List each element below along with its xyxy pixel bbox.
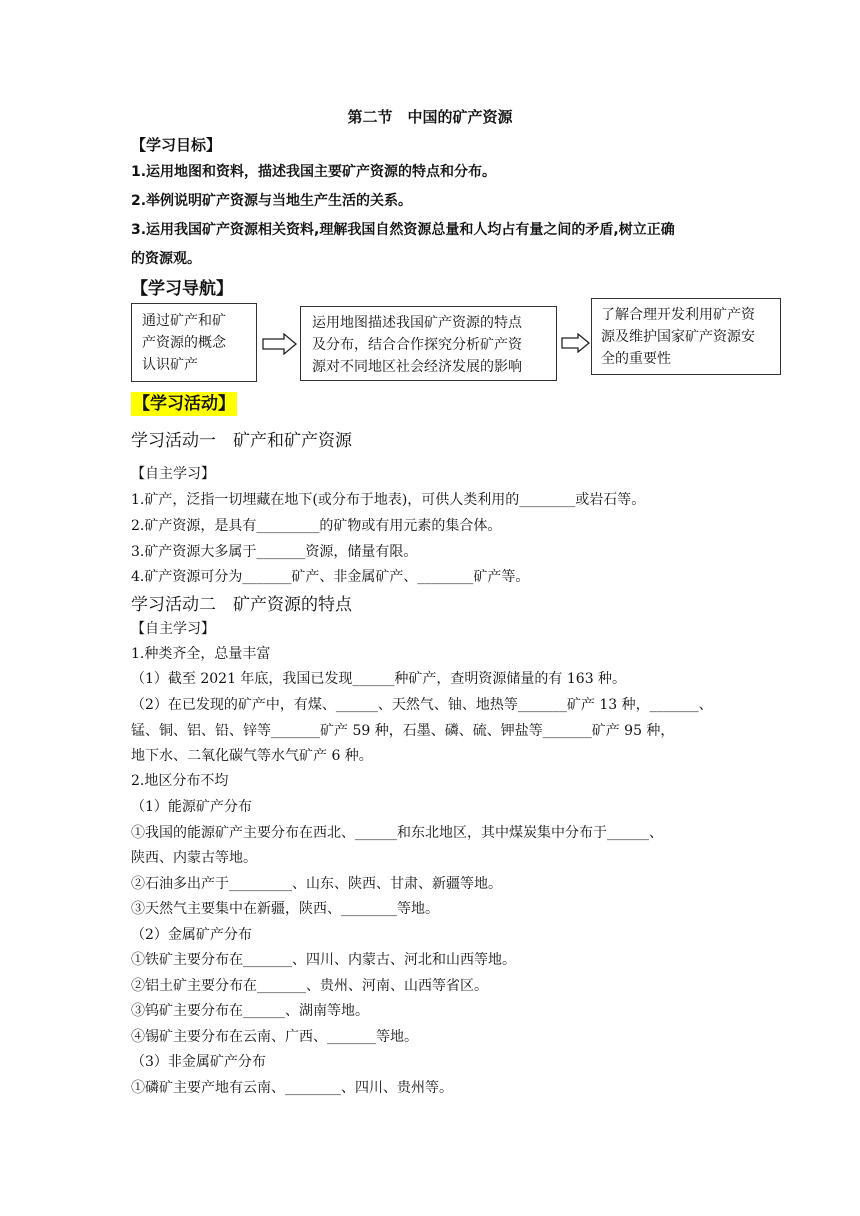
act2-line: （1）能源矿产分布 bbox=[131, 799, 252, 815]
act2-line: ①我国的能源矿产主要分布在西北、______和东北地区，其中煤炭集中分布于______、 bbox=[131, 825, 663, 841]
act2-line: ①磷矿主要产地有云南、________、四川、贵州等。 bbox=[131, 1080, 453, 1096]
nav-box-line: 运用地图描述我国矿产资源的特点 bbox=[312, 315, 522, 331]
nav-box-line: 认识矿产 bbox=[142, 357, 198, 373]
nav-box-line: 了解合理开发利用矿产资 bbox=[601, 307, 755, 323]
arrow-right-icon bbox=[262, 333, 298, 355]
act2-line: ③天然气主要集中在新疆，陕西、________等地。 bbox=[131, 901, 439, 917]
act1-line: 1.矿产，泛指一切埋藏在地下(或分布于地表)，可供人类利用的________或岩石等。 bbox=[131, 492, 646, 508]
act2-line: ④锡矿主要分布在云南、广西、_______等地。 bbox=[131, 1029, 418, 1045]
act1-line: 4.矿产资源可分为_______矿产、非金属矿产、________矿产等。 bbox=[131, 569, 530, 585]
act2-line: （3）非金属矿产分布 bbox=[131, 1054, 266, 1070]
goal-item: 3.运用我国矿产资源相关资料,理解我国自然资源总量和人均占有量之间的矛盾,树立正确 bbox=[131, 222, 675, 238]
act2-line: （2）金属矿产分布 bbox=[131, 927, 252, 943]
act2-line: 1.种类齐全，总量丰富 bbox=[131, 646, 271, 662]
act2-line: ②铝土矿主要分布在_______、贵州、河南、山西等省区。 bbox=[131, 978, 488, 994]
page-title: 第二节 中国的矿产资源 bbox=[347, 108, 513, 126]
nav-box-line: 及分布，结合合作探究分析矿产资 bbox=[312, 337, 522, 353]
nav-heading: 【学习导航】 bbox=[131, 279, 233, 299]
act2-line: 锰、铜、铝、铅、锌等_______矿产 59 种，石墨、磷、硫、钾盐等_______矿产 95 种， bbox=[131, 723, 675, 739]
nav-box-1 bbox=[131, 303, 257, 382]
act1-line: 2.矿产资源，是具有_________的矿物或有用元素的集合体。 bbox=[131, 518, 502, 534]
act2-title: 学习活动二 矿产资源的特点 bbox=[131, 595, 352, 615]
goal-item: 1.运用地图和资料，描述我国主要矿产资源的特点和分布。 bbox=[131, 164, 497, 180]
nav-box-line: 源及维护国家矿产资源安 bbox=[601, 329, 755, 345]
nav-box-2 bbox=[300, 306, 557, 381]
act2-line: （2）在已发现的矿产中，有煤、______、天然气、铀、地热等_______矿产 13 种，_______、 bbox=[131, 697, 713, 713]
goals-heading: 【学习目标】 bbox=[131, 136, 222, 154]
act1-line: 3.矿产资源大多属于_______资源，储量有限。 bbox=[131, 544, 418, 560]
nav-box-line: 通过矿产和矿 bbox=[142, 313, 226, 329]
act2-line: （1）截至 2021 年底，我国已发现______种矿产，查明资源储量的有 163 种。 bbox=[131, 671, 627, 687]
activity-heading-text: 【学习活动】 bbox=[133, 394, 235, 414]
act2-line: 陕西、内蒙古等地。 bbox=[131, 850, 257, 866]
goal-item: 的资源观。 bbox=[131, 251, 201, 267]
nav-box-line: 产资源的概念 bbox=[142, 335, 226, 351]
act1-title: 学习活动一 矿产和矿产资源 bbox=[131, 431, 352, 451]
goal-item: 2.举例说明矿产资源与当地生产生活的关系。 bbox=[131, 193, 413, 209]
activity-heading bbox=[131, 389, 237, 414]
act2-line: ①铁矿主要分布在_______、四川、内蒙古、河北和山西等地。 bbox=[131, 952, 516, 968]
act2-line: ③钨矿主要分布在______、湖南等地。 bbox=[131, 1003, 369, 1019]
nav-box-3 bbox=[591, 298, 781, 375]
act2-line: ②石油多出产于_________、山东、陕西、甘肃、新疆等地。 bbox=[131, 876, 502, 892]
act1-self-study: 【自主学习】 bbox=[131, 466, 215, 482]
act2-self-study: 【自主学习】 bbox=[131, 621, 215, 637]
nav-box-line: 源对不同地区社会经济发展的影响 bbox=[312, 359, 522, 375]
act2-line: 地下水、二氧化碳气等水气矿产 6 种。 bbox=[131, 748, 373, 764]
nav-box-line: 全的重要性 bbox=[601, 351, 671, 367]
arrow-right-icon bbox=[561, 333, 591, 353]
act2-line: 2.地区分布不均 bbox=[131, 773, 229, 789]
